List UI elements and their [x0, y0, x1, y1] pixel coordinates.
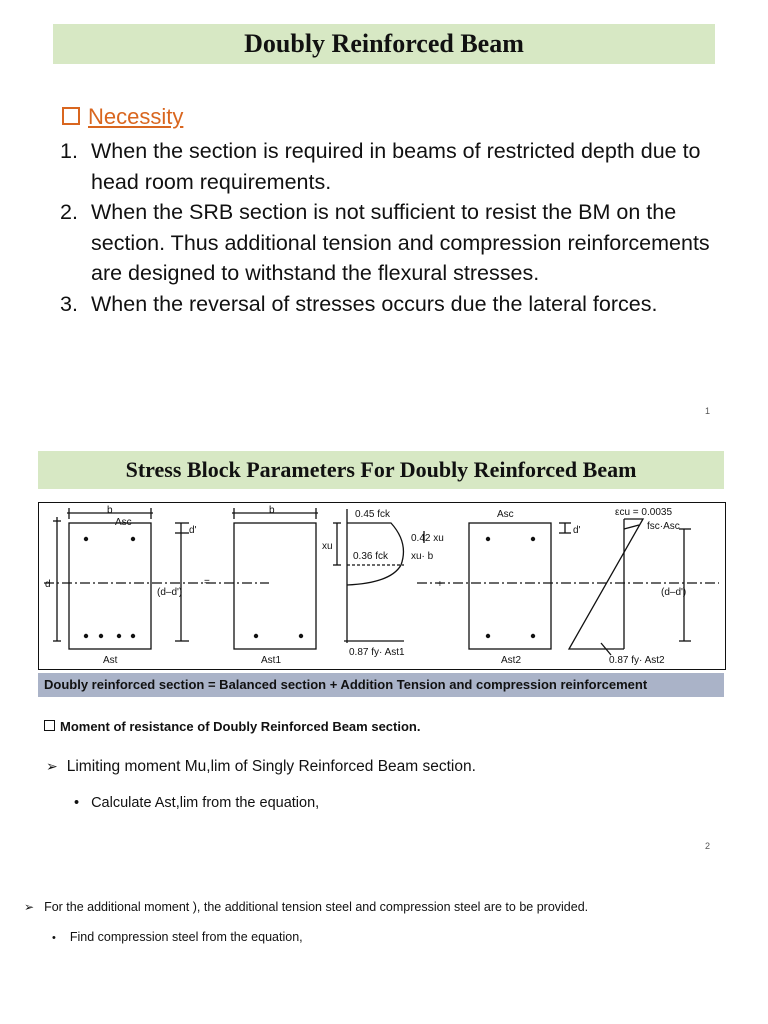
- moment-heading: [44, 719, 420, 734]
- label-b-1: b: [107, 505, 113, 516]
- slide1-title: Doubly Reinforced Beam: [53, 24, 715, 64]
- label-ast: Ast: [103, 655, 118, 666]
- list-item: 1. When the section is required in beams of restricted depth due to head room requirements.: [60, 139, 701, 194]
- beam-section-3: [469, 523, 551, 649]
- label-xu: xu: [322, 541, 333, 552]
- arrow-bullet-icon: ➢: [46, 758, 58, 774]
- list-item: 2. When the SRB section is not sufficient to resist the BM on the section. Thus additional tension and compression reinforcements are designed to withstand the flexural stresses.: [60, 200, 710, 285]
- reason-text: When the reversal of stresses occurs due the lateral forces.: [91, 291, 658, 316]
- beam-section-1: [69, 523, 151, 649]
- label-ast2: Ast2: [501, 655, 522, 666]
- label-dprime-1: d': [189, 525, 197, 536]
- label-dprime-2: d': [573, 525, 581, 536]
- necessity-label: Necessity: [88, 104, 184, 129]
- checkbox-icon: [62, 107, 80, 125]
- strain-diagram: [569, 519, 643, 649]
- label-087fy-ast1: 0.87 fy· Ast1: [349, 647, 405, 658]
- bullet-icon: •: [74, 795, 80, 811]
- slide2-title: Stress Block Parameters For Doubly Reinforced Beam: [38, 451, 724, 489]
- stress-block-diagram: [39, 503, 725, 669]
- calc-text: Calculate Ast,lim from the equation,: [91, 795, 320, 811]
- reason-text: When the SRB section is not sufficient to resist the BM on the section. Thus additional tension and compression reinforcements are designed to withstand the flexural stresses.: [91, 200, 710, 285]
- label-b-2: b: [269, 505, 275, 516]
- necessity-list: [60, 136, 720, 319]
- label-asc-2: Asc: [497, 509, 514, 520]
- label-ecu: εcu = 0.0035: [615, 507, 673, 518]
- label-087fy-ast2: 0.87 fy· Ast2: [609, 655, 665, 666]
- necessity-heading: [62, 104, 183, 130]
- list-item: 3. When the reversal of stresses occurs due the lateral forces.: [60, 291, 658, 316]
- label-045fck: 0.45 fck: [355, 509, 391, 520]
- label-d-minus-dprime-1: (d–d'): [157, 587, 183, 598]
- label-d: d: [45, 579, 51, 590]
- label-xub: xu· b: [411, 551, 434, 562]
- label-asc-1: Asc: [115, 517, 132, 528]
- page-number: 2: [705, 841, 711, 851]
- additional-text: For the additional moment ), the additional tension steel and compression steel are to be provided.: [44, 900, 589, 914]
- additional-moment-item: [24, 900, 588, 914]
- label-equals: =: [204, 577, 210, 588]
- label-fsc-asc: fsc·Asc: [647, 521, 680, 532]
- checkbox-icon: [44, 720, 55, 731]
- beam-section-2: [234, 523, 316, 649]
- label-042xu: 0.42 xu: [411, 533, 444, 544]
- label-plus: +: [437, 579, 443, 590]
- bullet-icon: •: [52, 932, 56, 944]
- label-036fck: 0.36 fck: [353, 551, 389, 562]
- find-compression-text: Find compression steel from the equation,: [69, 930, 303, 944]
- stress-block-figure: [38, 502, 726, 670]
- limiting-text: Limiting moment Mu,lim of Singly Reinforced Beam section.: [66, 758, 476, 775]
- calculate-item: [74, 795, 319, 811]
- label-d-minus-dprime-2: (d–d'): [661, 587, 687, 598]
- page-number: 1: [705, 406, 711, 416]
- limiting-moment-item: [46, 758, 476, 776]
- equation-banner: Doubly reinforced section = Balanced section + Addition Tension and compression reinforcement: [38, 673, 724, 697]
- arrow-bullet-icon: ➢: [24, 900, 35, 914]
- label-ast1: Ast1: [261, 655, 282, 666]
- reason-text: When the section is required in beams of restricted depth due to head room requirements.: [91, 139, 701, 194]
- find-compression-item: [52, 930, 303, 944]
- moment-heading-text: Moment of resistance of Doubly Reinforced Beam section.: [60, 719, 421, 734]
- stress-curve: [347, 523, 403, 643]
